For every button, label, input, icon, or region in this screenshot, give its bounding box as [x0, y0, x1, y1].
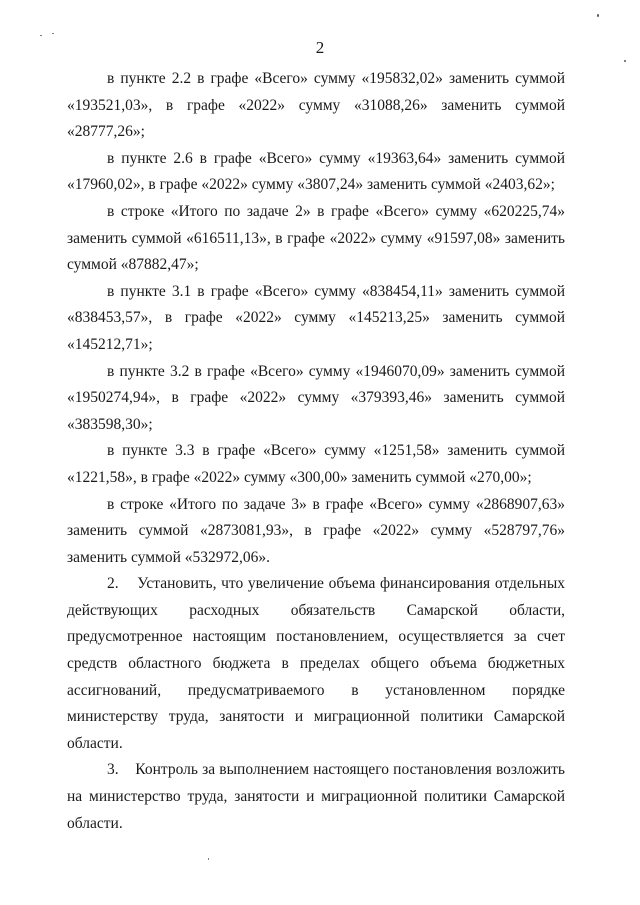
- amendment-paragraph-total-task-2: в строке «Итого по задаче 2» в графе «Всего» сумму «620225,74» заменить суммой «616511,13», в графе «2022» сумму «91597,08» заменить суммой «87882,47»;: [67, 202, 565, 274]
- amendment-paragraph-3-2: в пункте 3.2 в графе «Всего» сумму «1946070,09» заменить суммой «1950274,94», в графе «2022» сумму «379393,46» заменить суммой «383598,30»;: [67, 362, 565, 433]
- amendment-paragraph-3-1: в пункте 3.1 в графе «Всего» сумму «838454,11» заменить суммой «838453,57», в графе «2022» сумму «145213,25» заменить суммой «145212,71»;: [67, 282, 565, 353]
- scan-speck: [597, 14, 599, 17]
- amendment-paragraph-2-6: в пункте 2.6 в графе «Всего» сумму «19363,64» заменить суммой «17960,02», в графе «2022» сумму «3807,24» заменить суммой «2403,62»;: [67, 149, 565, 194]
- scan-speck: [624, 60, 626, 62]
- amendment-paragraph-2-2: в пункте 2.2 в графе «Всего» сумму «195832,02» заменить суммой «193521,03», в графе «2022» сумму «31088,26» заменить суммой «28777,26»;: [67, 70, 565, 141]
- scan-speck: [40, 35, 42, 36]
- clause-2-financing: 2. Установить, что увеличение объема финансирования отдельных действующих расходных обязательств Самарской области, предусмотренное настоящим постановлением, осуществляется за счет средств областного бюджета в пределах общего объема бюджетных ассигнований, предусматриваемого в установленном порядке министерству труда, занятости и миграционной политики Самарской области.: [67, 575, 565, 752]
- clause-3-control: 3. Контроль за выполнением настоящего постановления возложить на министерство труда, занятости и миграционной политики Самарской области.: [67, 761, 565, 832]
- amendment-paragraph-total-task-3: в строке «Итого по задаче 3» в графе «Всего» сумму «2868907,63» заменить суммой «2873081,93», в графе «2022» сумму «528797,76» заменить суммой «532972,06».: [67, 495, 565, 566]
- amendment-paragraph-3-3: в пункте 3.3 в графе «Всего» сумму «1251,58» заменить суммой «1221,58», в графе «2022» сумму «300,00» заменить суммой «270,00»;: [67, 442, 565, 486]
- scan-speck: [208, 858, 209, 860]
- page-number: 2: [315, 38, 325, 57]
- document-body: [67, 66, 565, 837]
- scan-speck: [52, 33, 54, 34]
